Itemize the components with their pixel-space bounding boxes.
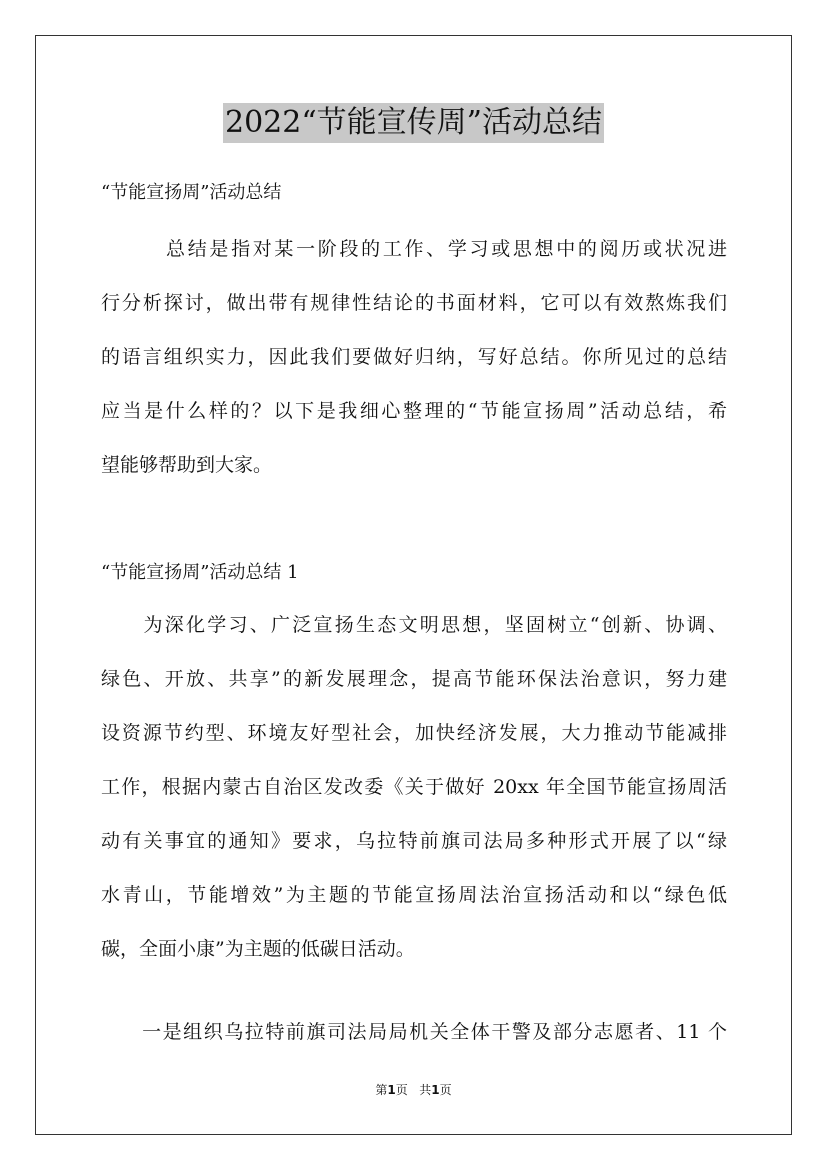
document-subtitle: “节能宣扬周”活动总结: [101, 182, 282, 203]
intro-line: 应当是什么样的？以下是我细心整理的“节能宣扬周”活动总结，希: [101, 400, 727, 422]
section-line: 设资源节约型、环境友好型社会，加快经济发展，大力推动节能减排: [101, 722, 727, 744]
intro-line: 的语言组织实力，因此我们要做好归纳，写好总结。你所见过的总结: [101, 346, 727, 368]
section-paragraph: [101, 598, 727, 976]
page-number: 1: [387, 1083, 396, 1097]
page-label-prefix: 第: [375, 1083, 388, 1097]
document-title: 2022“节能宣传周”活动总结: [223, 103, 604, 143]
intro-paragraph: [101, 222, 727, 492]
section-heading: “节能宣扬周”活动总结 1: [101, 562, 299, 583]
total-pages: 1: [431, 1083, 440, 1097]
intro-line: 行分析探讨，做出带有规律性结论的书面材料，它可以有效熬炼我们: [101, 292, 727, 314]
next-paragraph-line: 一是组织乌拉特前旗司法局局机关全体干警及部分志愿者、11 个: [101, 1021, 727, 1043]
section-line: 碳，全面小康”为主题的低碳日活动。: [101, 938, 415, 960]
total-suffix: 页: [439, 1083, 452, 1097]
total-prefix: 共: [419, 1083, 432, 1097]
intro-line: 望能够帮助到大家。: [101, 454, 273, 476]
page-footer: [0, 1082, 827, 1098]
section-line: 工作，根据内蒙古自治区发改委《关于做好 20xx 年全国节能宣扬周活: [101, 776, 727, 798]
next-paragraph: [101, 1005, 727, 1059]
page-label-suffix: 页: [395, 1083, 408, 1097]
section-line: 绿色、开放、共享”的新发展理念，提高节能环保法治意识，努力建: [101, 668, 727, 690]
title-container: [0, 103, 827, 143]
section-line: 水青山，节能增效”为主题的节能宣扬周法治宣扬活动和以“绿色低: [101, 884, 727, 906]
section-line: 为深化学习、广泛宣扬生态文明思想，坚固树立“创新、协调、: [101, 614, 727, 636]
section-line: 动有关事宜的通知》要求，乌拉特前旗司法局多种形式开展了以“绿: [101, 830, 727, 852]
intro-line: 总结是指对某一阶段的工作、学习或思想中的阅历或状况进: [101, 238, 727, 260]
